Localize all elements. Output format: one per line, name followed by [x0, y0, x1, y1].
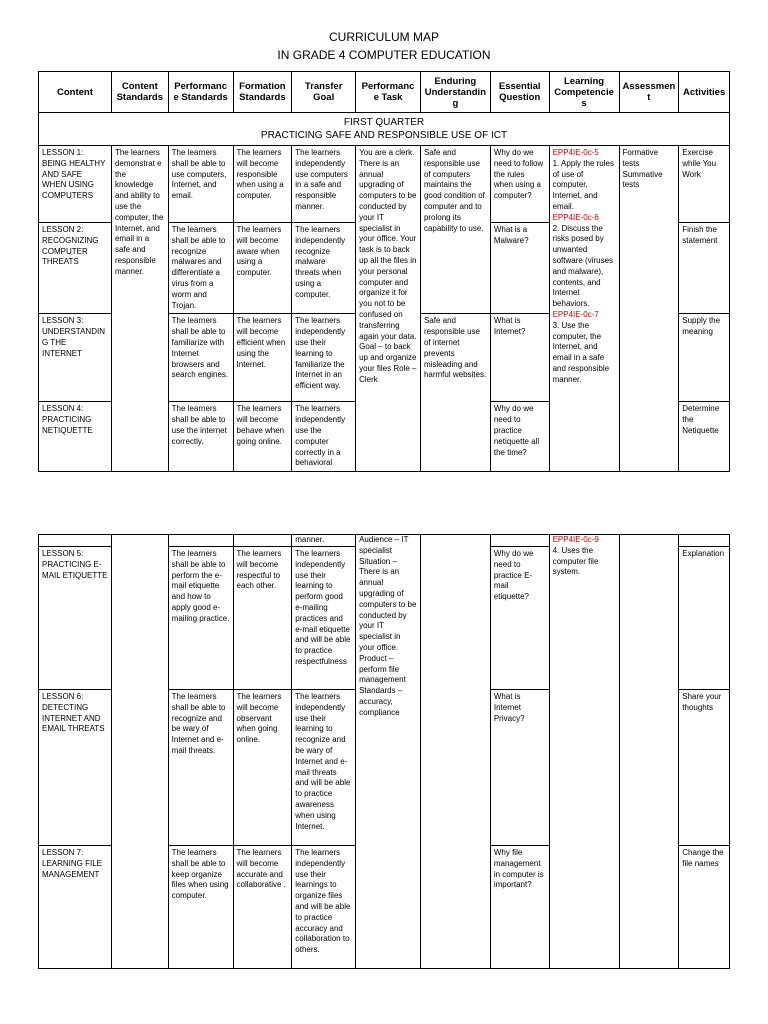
- content-cell: LESSON 1: BEING HEALTHY AND SAFE WHEN USING COMPUTERS: [39, 146, 112, 223]
- performance-standards-cell: The learners shall be able to recognize and be wary of Internet and e-mail threats.: [168, 690, 233, 846]
- transfer-goal-cell: The learners independently use their learning to recognize and be wary of Internet and e-mail threats and will be able to practice awareness when using Internet.: [292, 690, 356, 846]
- document-title: CURRICULUM MAP: [328, 30, 439, 44]
- formation-standards-cell: The learners will become observant when going online.: [233, 690, 292, 846]
- content-cell: LESSON 3: UNDERSTANDIN G THE INTERNET: [39, 314, 112, 402]
- quarter-theme: PRACTICING SAFE AND RESPONSIBLE USE OF ICT: [260, 130, 508, 141]
- header-content-standards: Content Standards: [111, 72, 168, 113]
- transfer-goal-cell: The learners independently use their learning to perform good e-mailing practices and e-mail etiquette and will be able to practice respectfulness: [292, 547, 356, 690]
- content-standards-cell: [111, 535, 168, 969]
- formation-standards-cell: The learners will become aware when using a computer.: [233, 223, 292, 314]
- performance-task-cell: You are a clerk. There is an annual upgrading of computers to be conducted by your IT specialist in your office. Your task is to back up all the files in your personal computer and organize it for you not to be confused on transferring again your data. Goal – to back up and organize your files Role – Clerk: [356, 146, 421, 472]
- header-row: [39, 72, 730, 113]
- transfer-goal-cell: The learners independently use their learning to familiarize the Internet in an efficient way.: [292, 314, 356, 402]
- activity-cell: Determine the Netiquette: [679, 402, 730, 472]
- table-row: [39, 146, 730, 223]
- content-cell: LESSON 5: PRACTICING E-MAIL ETIQUETTE: [39, 547, 112, 690]
- competency-text: 3. Use the computer, the Internet, and email in a safe and responsible manner.: [552, 320, 610, 384]
- competency-code: EPP4IE-0c-6: [552, 212, 599, 222]
- curriculum-table-page1: [38, 71, 730, 472]
- header-learning-competencies: Learning Competencie s: [549, 72, 619, 113]
- essential-question-cell: [490, 535, 549, 547]
- header-activities: Activities: [679, 72, 730, 113]
- assessment-cell: Formative tests Summative tests: [619, 146, 679, 472]
- performance-standards-cell: The learners shall be able to perform the e-mail etiquette and how to apply good e-mailing practice.: [168, 547, 233, 690]
- header-content: Content: [39, 72, 112, 113]
- content-cell: LESSON 6: DETECTING INTERNET AND EMAIL THREATS: [39, 690, 112, 846]
- formation-standards-cell: The learners will become respectful to each other.: [233, 547, 292, 690]
- performance-standards-cell: The learners shall be able to use computers, Internet, and email.: [168, 146, 233, 223]
- competency-code: EPP4IE-0c-5: [552, 148, 599, 157]
- activity-cell: Finish the statement: [679, 223, 730, 314]
- document-subtitle: IN GRADE 4 COMPUTER EDUCATION: [277, 48, 491, 62]
- competency-code: EPP4IE-0c-7: [552, 309, 599, 319]
- formation-standards-cell: The learners will become efficient when using the Internet.: [233, 314, 292, 402]
- enduring-understanding-cell: Safe and responsible use of computers maintains the good condition of computer and to prolong its capability to use.: [420, 146, 490, 314]
- header-transfer-goal: Transfer Goal: [292, 72, 356, 113]
- enduring-understanding-cell: [420, 535, 490, 969]
- quarter-cell: [39, 113, 730, 146]
- transfer-goal-cell: The learners independently recognize malware threats when using a computer.: [292, 223, 356, 314]
- activity-cell: Share your thoughts: [679, 690, 730, 846]
- header-performance-task: Performanc e Task: [356, 72, 421, 113]
- content-cell: LESSON 4: PRACTICING NETIQUETTE: [39, 402, 112, 472]
- competency-text: 1. Apply the rules of use of computer, Internet, and email.: [552, 158, 614, 211]
- transfer-goal-cell: The learners independently use the computer correctly in a behavioral: [292, 402, 356, 472]
- essential-question-cell: What is Internet Privacy?: [490, 690, 549, 846]
- continuation-row: [39, 535, 730, 547]
- header-essential-question: Essential Question: [490, 72, 549, 113]
- quarter-label: FIRST QUARTER: [343, 117, 425, 128]
- formation-standards-cell: The learners will become responsible when using a computer.: [233, 146, 292, 223]
- transfer-goal-cell: The learners independently use their learnings to organize files and will be able to practice accuracy and collaboration to others.: [292, 846, 356, 969]
- transfer-goal-cell: The learners independently use computers in a safe and responsible manner.: [292, 146, 356, 223]
- transfer-goal-cell: manner.: [292, 535, 356, 547]
- essential-question-cell: Why do we need to practice E-mail etiquette?: [490, 547, 549, 690]
- essential-question-cell: Why do we need to practice netiquette all the time?: [490, 402, 549, 472]
- performance-standards-cell: The learners shall be able to use the internet correctly.: [168, 402, 233, 472]
- performance-standards-cell: [168, 535, 233, 547]
- activity-cell: [679, 535, 730, 547]
- header-performance-standards: Performanc e Standards: [168, 72, 233, 113]
- header-assessment: Assessmen t: [619, 72, 679, 113]
- activity-cell: Change the file names: [679, 846, 730, 969]
- essential-question-cell: What is Internet?: [490, 314, 549, 402]
- essential-question-cell: Why do we need to follow the rules when using a computer?: [490, 146, 549, 223]
- learning-competencies-cell: [549, 146, 619, 472]
- content-cell: LESSON 2: RECOGNIZING COMPUTER THREATS: [39, 223, 112, 314]
- content-cell: [39, 535, 112, 547]
- performance-standards-cell: The learners shall be able to familiarize with Internet browsers and search engines.: [168, 314, 233, 402]
- activity-cell: Supply the meaning: [679, 314, 730, 402]
- header-formation-standards: Formation Standards: [233, 72, 292, 113]
- content-cell: LESSON 7: LEARNING FILE MANAGEMENT: [39, 846, 112, 969]
- essential-question-cell: What is a Malware?: [490, 223, 549, 314]
- curriculum-table-page2: [38, 534, 730, 969]
- competency-code: EPP4IE-0c-9: [552, 535, 599, 544]
- formation-standards-cell: The learners will become accurate and collaborative .: [233, 846, 292, 969]
- activity-cell: Exercise while You Work: [679, 146, 730, 223]
- quarter-row: [39, 113, 730, 146]
- performance-standards-cell: The learners shall be able to keep organize files when using computer.: [168, 846, 233, 969]
- competency-text: 2. Discuss the risks posed by unwanted software (viruses and malware), contents, and Internet behaviors.: [552, 223, 614, 309]
- formation-standards-cell: [233, 535, 292, 547]
- learning-competencies-cell: [549, 535, 619, 969]
- formation-standards-cell: The learners will become behave when going online.: [233, 402, 292, 472]
- enduring-understanding-cell: Safe and responsible use of internet prevents misleading and harmful websites.: [420, 314, 490, 472]
- header-enduring-understanding: Enduring Understandin g: [420, 72, 490, 113]
- essential-question-cell: Why file management in computer is important?: [490, 846, 549, 969]
- assessment-cell: [619, 535, 679, 969]
- activity-cell: Explanation: [679, 547, 730, 690]
- performance-standards-cell: The learners shall be able to recognize malwares and differentiate a virus from a worm and Trojan.: [168, 223, 233, 314]
- content-standards-cell: The learners demonstrat e the knowledge and ability to use the computer, the Internet, and email in a safe and responsible manner.: [111, 146, 168, 472]
- performance-task-cell: Audience – IT specialist Situation – There is an annual upgrading of computers to be conducted by your IT specialist in your office. Product – perform file management Standards – accuracy, compliance: [356, 535, 421, 969]
- competency-text: 4. Uses the computer file system.: [552, 545, 599, 577]
